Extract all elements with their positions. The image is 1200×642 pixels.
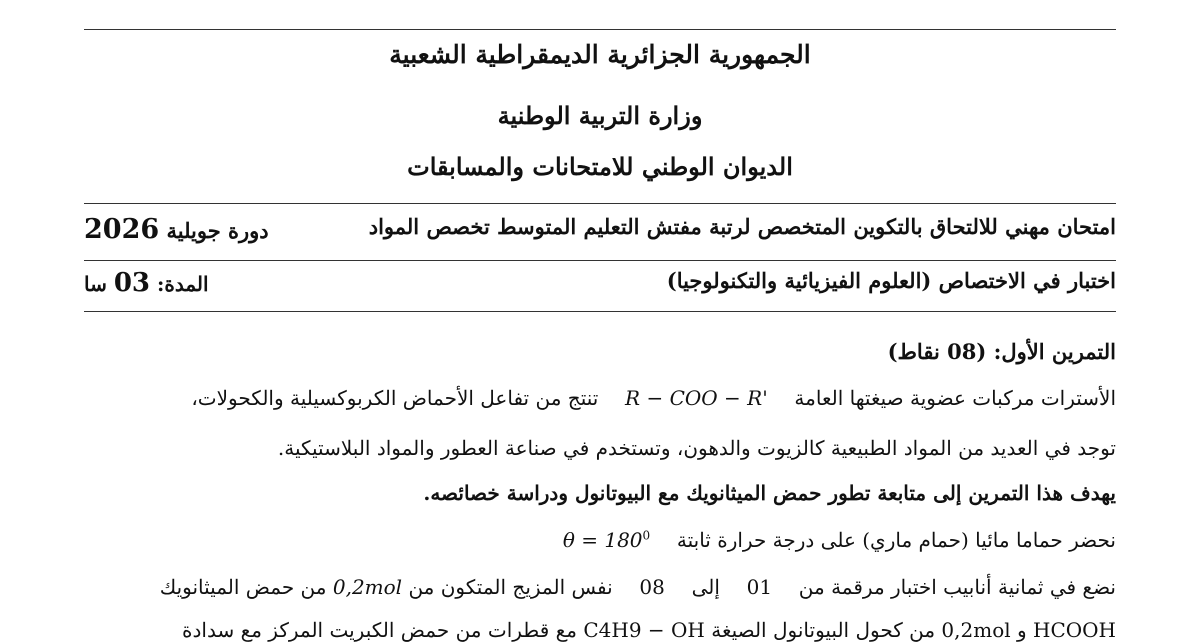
paragraph-tubes <box>84 575 1116 599</box>
paragraph-water-bath <box>84 528 1116 552</box>
specialty-detail: (العلوم الفيزيائية والتكنولوجيا) <box>666 268 932 293</box>
specialty <box>667 268 1116 293</box>
top-divider <box>84 29 1116 30</box>
ester-formula: R − COO − R' <box>625 386 768 410</box>
session-year: 2026 <box>84 214 160 245</box>
paragraph-esters <box>84 386 1116 410</box>
duration-value: 03 <box>113 268 151 298</box>
temperature-formula <box>563 528 650 552</box>
amount-formula <box>333 575 402 599</box>
header-divider <box>84 203 1116 204</box>
p5-text-b: إلى <box>691 575 720 599</box>
temperature-value: θ = 180 <box>562 528 643 552</box>
p1-text-before: الأسترات مركبات عضوية صيغتها العامة <box>794 386 1116 410</box>
temperature-degree: 0 <box>642 528 651 543</box>
p4-text: نحضر حماما مائيا (حمام ماري) على درجة حرارة ثابتة <box>676 528 1116 552</box>
exercise-title: التمرين الأول: (08 نقاط) <box>887 339 1116 364</box>
tube-from: 01 <box>746 575 773 599</box>
specialty-label: اختبار في الاختصاص <box>938 268 1116 293</box>
exam-title: امتحان مهني للالتحاق بالتكوين المتخصص لرتبة مفتش التعليم المتوسط تخصص المواد <box>368 214 1116 239</box>
exercise-goal: يهدف هذا التمرين إلى متابعة تطور حمض الميثانويك مع البيوتانول ودراسة خصائصه. <box>423 481 1116 505</box>
office-heading: الديوان الوطني للامتحانات والمسابقات <box>407 152 793 181</box>
exam-page <box>84 0 1116 642</box>
tube-to: 08 <box>639 575 665 599</box>
duration-label: المدة: <box>156 272 209 296</box>
amount-unit: mol <box>364 575 403 599</box>
exam-divider <box>84 260 1116 261</box>
duration <box>84 268 209 298</box>
p1-text-after: تنتج من تفاعل الأحماض الكربوكسيلية والكحولات، <box>191 386 599 410</box>
specialty-divider <box>84 311 1116 312</box>
session-label: دورة جويلية <box>166 218 269 243</box>
republic-heading: الجمهورية الجزائرية الديمقراطية الشعبية <box>389 40 811 69</box>
paragraph-mixture-cut: HCOOH و 0,2mol من كحول البيوتانول الصيغة C4H9 − OH مع قطرات من حمض الكبريت المركز مع سدادة <box>182 618 1116 642</box>
p5-text-d: من حمض الميثانويك <box>159 575 327 599</box>
duration-unit: سا <box>84 272 107 296</box>
session <box>84 214 269 245</box>
amount-value: 0,2 <box>332 575 365 599</box>
ministry-heading: وزارة التربية الوطنية <box>497 101 703 130</box>
p5-text-c: نفس المزيج المتكون من <box>408 575 613 599</box>
paragraph-uses: توجد في العديد من المواد الطبيعية كالزيوت والدهون، وتستخدم في صناعة العطور والمواد البلاستيكية. <box>277 436 1116 460</box>
p5-text-a: نضع في ثمانية أنابيب اختبار مرقمة من <box>798 575 1116 599</box>
